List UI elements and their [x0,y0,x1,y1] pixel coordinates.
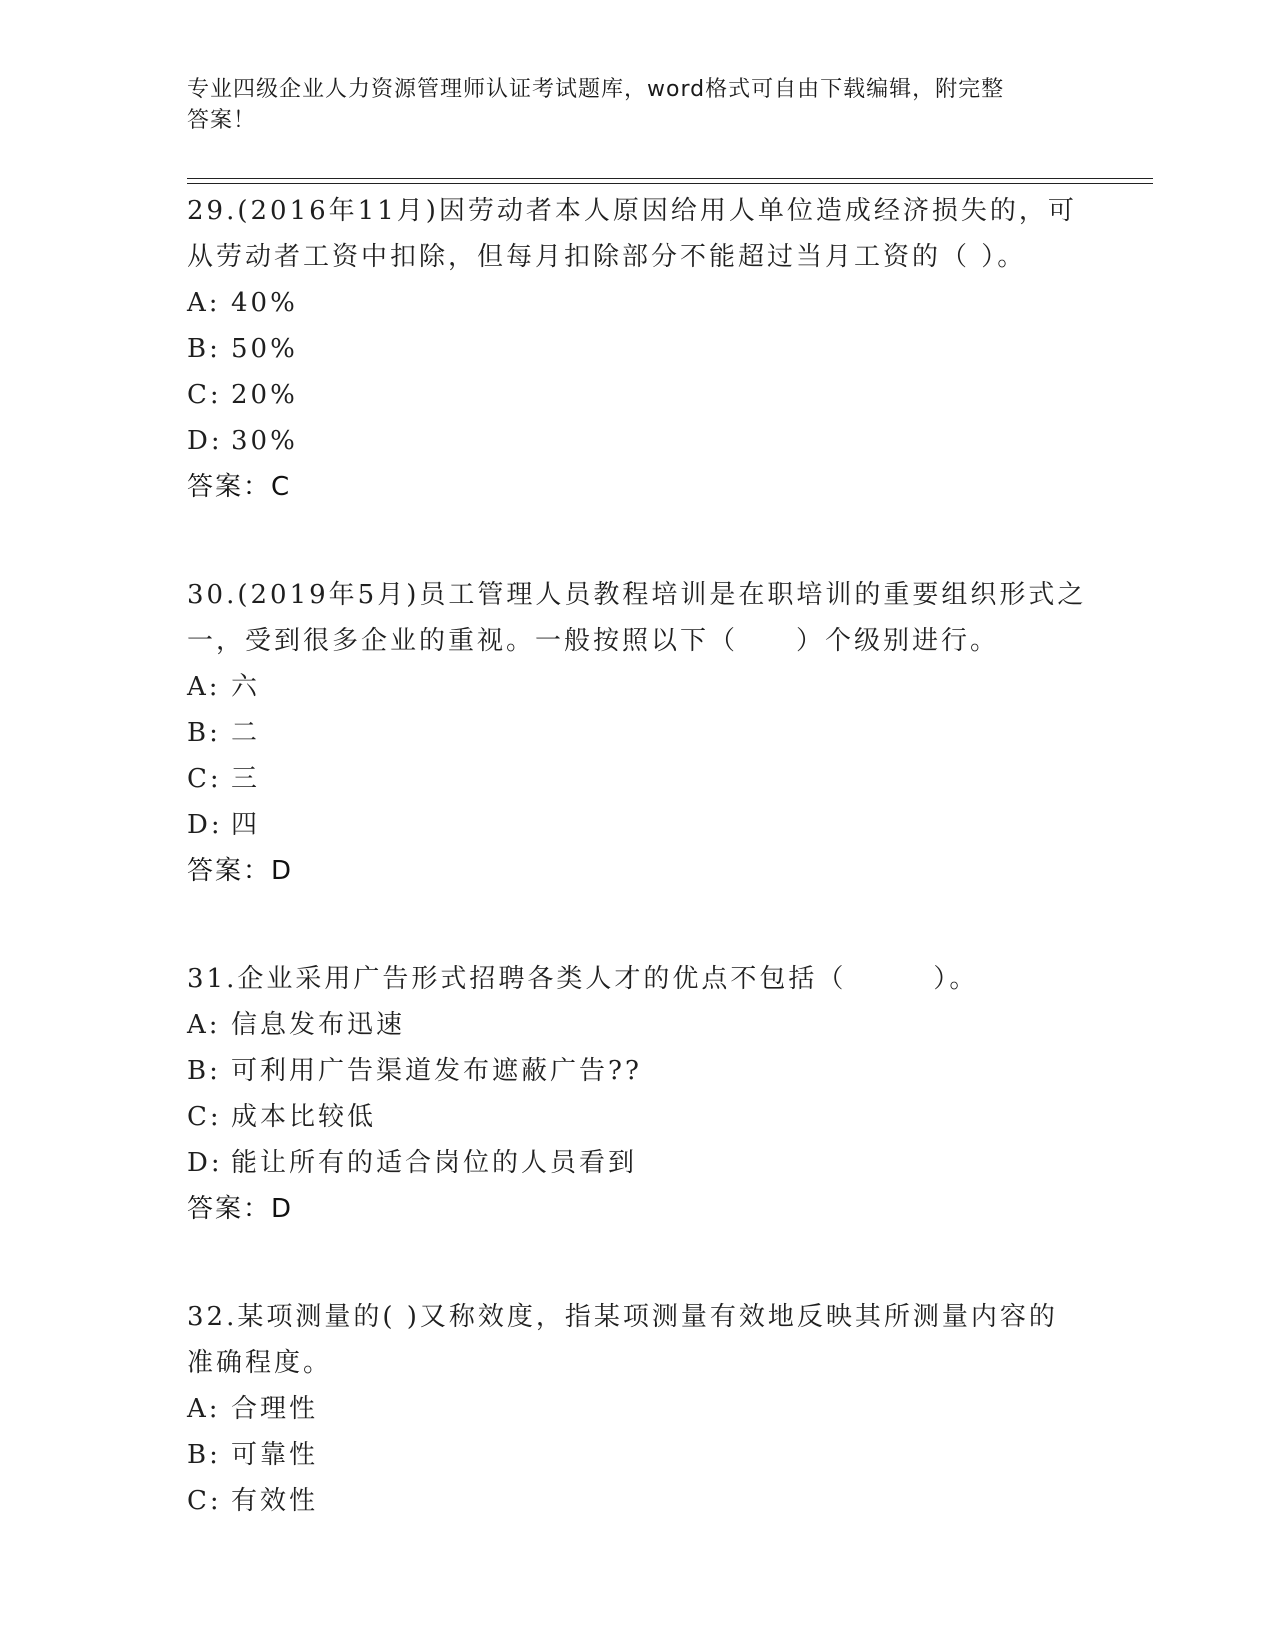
option-a: A: 合理性 [187,1394,319,1424]
option-c: C: 有效性 [187,1486,319,1516]
header-line-2: 答案！ [187,108,257,133]
option-a: A: 40% [187,288,298,318]
question-text-line: 一，受到很多企业的重视。一般按照以下（ ）个级别进行。 [187,626,1000,656]
question-text-line: 从劳动者工资中扣除，但每月扣除部分不能超过当月工资的（ ）。 [187,242,1027,272]
header-line-1: 专业四级企业人力资源管理师认证考试题库，word格式可自由下载编辑，附完整 [187,77,1005,102]
question-31 [187,956,1087,1232]
option-d: D: 30% [187,426,298,456]
header-rule-bottom [187,183,1153,184]
question-text-line: 31.企业采用广告形式招聘各类人才的优点不包括（ ）。 [187,964,979,994]
option-a: A: 六 [187,672,261,702]
option-d: D: 四 [187,810,261,840]
question-29 [187,188,1087,510]
answer-line: 答案：D [187,1194,294,1224]
question-text-line: 30.(2019年5月)员工管理人员教程培训是在职培训的重要组织形式之 [187,580,1087,610]
header-rule-top [187,178,1153,179]
question-30 [187,572,1087,894]
question-text-line: 29.(2016年11月)因劳动者本人原因给用人单位造成经济损失的，可 [187,196,1077,226]
option-b: B: 二 [187,718,261,748]
question-32 [187,1294,1087,1524]
option-b: B: 50% [187,334,298,364]
option-a: A: 信息发布迅速 [187,1010,406,1040]
question-list [187,188,1087,1524]
option-d: D: 能让所有的适合岗位的人员看到 [187,1148,638,1178]
question-text-line: 准确程度。 [187,1348,333,1378]
answer-line: 答案：D [187,856,294,886]
answer-line: 答案：C [187,472,292,502]
option-c: C: 三 [187,764,261,794]
option-b: B: 可利用广告渠道发布遮蔽广告?? [187,1056,642,1086]
option-c: C: 20% [187,380,298,410]
document-header [187,74,1067,136]
option-c: C: 成本比较低 [187,1102,377,1132]
option-b: B: 可靠性 [187,1440,319,1470]
question-text-line: 32.某项测量的( )又称效度，指某项测量有效地反映其所测量内容的 [187,1302,1058,1332]
